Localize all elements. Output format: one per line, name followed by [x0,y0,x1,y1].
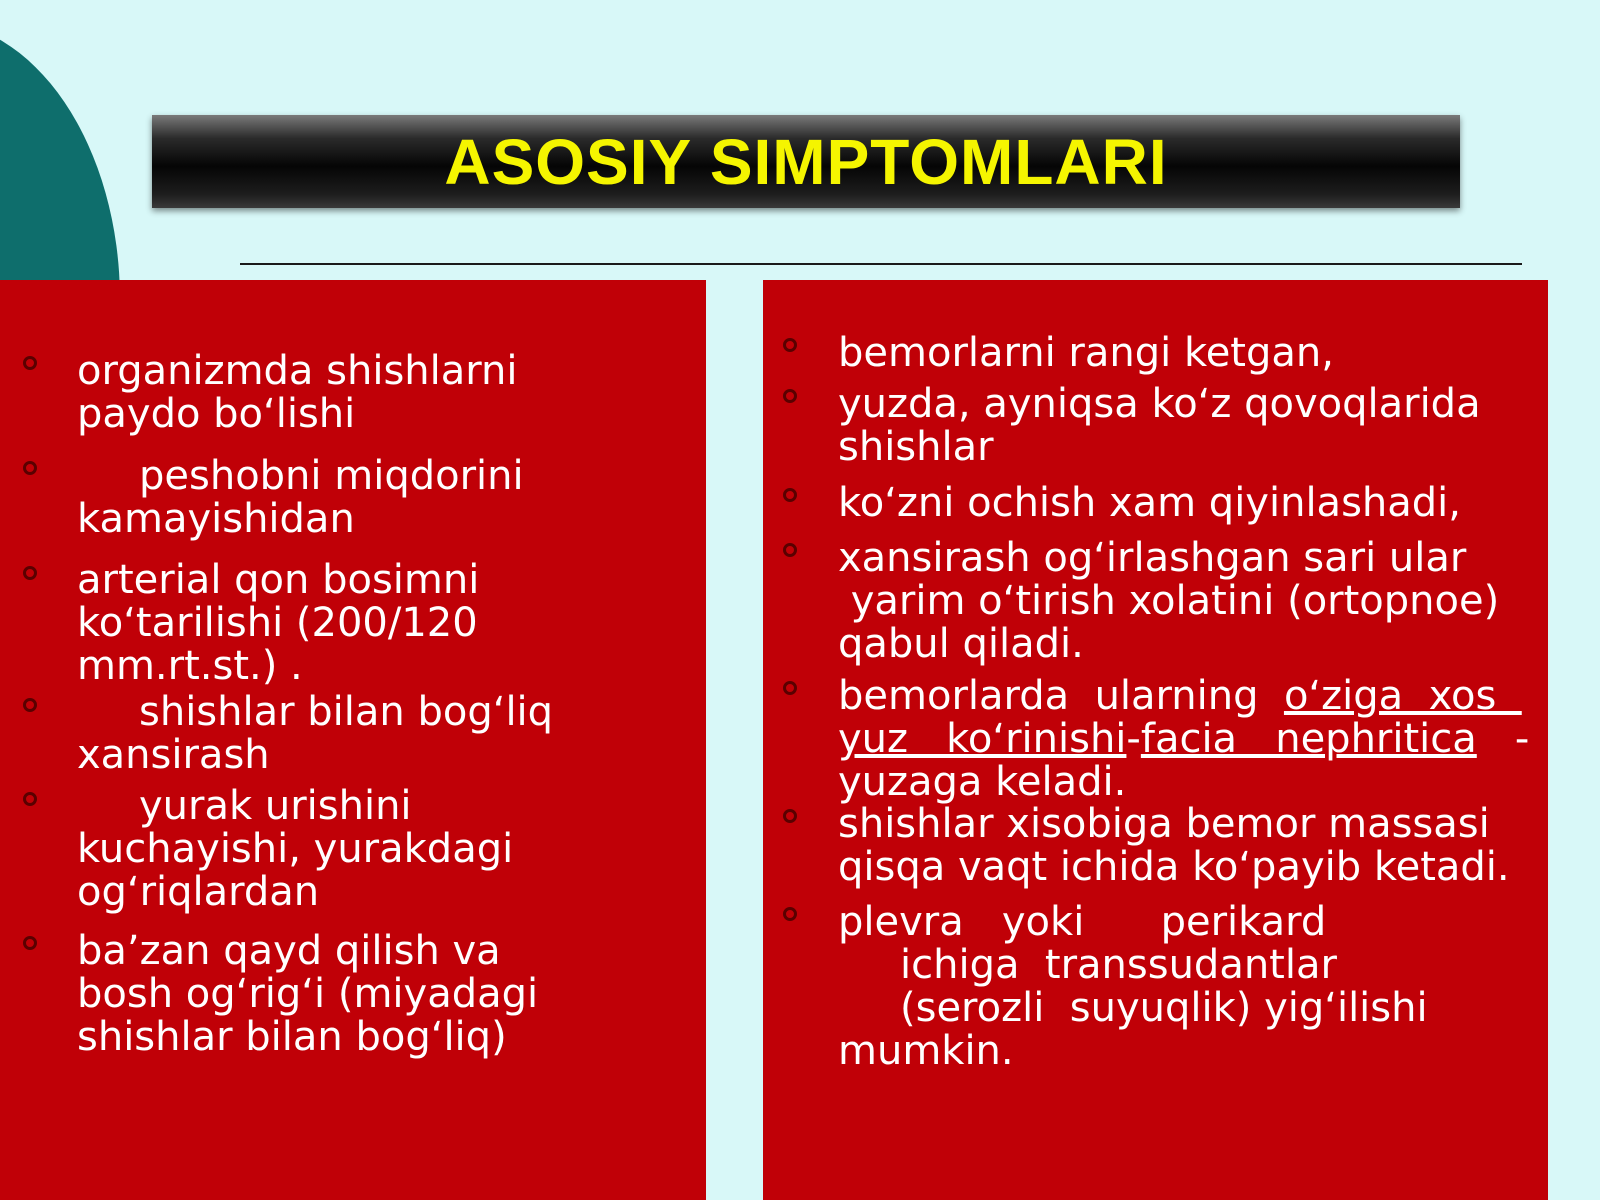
bullet-circle-icon [23,936,37,950]
list-item: bemorlarda ularning o‘ziga xos yuz ko‘rinishi-facia nephritica - yuzaga keladi. [838,673,1530,805]
list-item: ba’zan qayd qilish va bosh og‘rig‘i (miyadagi shishlar bilan bog‘liq) [77,928,539,1060]
list-item: yurak urishini kuchayishi, yurakdagi og‘riqlardan [77,783,514,915]
slide-title: ASOSIY SIMPTOMLARI [444,125,1168,198]
list-item: shishlar xisobiga bemor massasi qisqa vaqt ichida ko‘payib ketadi. [838,801,1510,890]
bullet-circle-icon [783,389,797,403]
bullet-circle-icon [23,566,37,580]
list-item: peshobni miqdorini kamayishidan [77,453,524,542]
list-item: ko‘zni ochish xam qiyinlashadi, [838,480,1461,526]
bullet-circle-icon [783,809,797,823]
bullet-circle-icon [783,338,797,352]
bullet-circle-icon [783,543,797,557]
right-symptom-panel [763,280,1548,1200]
list-item: organizmda shishlarni paydo bo‘lishi [77,348,518,437]
bullet-circle-icon [783,681,797,695]
list-item: shishlar bilan bog‘liq xansirash [77,689,554,778]
title-bar [152,115,1460,208]
bullet-circle-icon [23,698,37,712]
bullet-circle-icon [23,792,37,806]
bullet-circle-icon [783,488,797,502]
list-item: yuzda, ayniqsa ko‘z qovoqlarida shishlar [838,381,1481,470]
title-divider [240,263,1522,265]
list-item: xansirash og‘irlashgan sari ular yarim o‘tirish xolatini (ortopnoe) qabul qiladi. [838,535,1500,667]
left-symptom-panel [0,280,706,1200]
list-item: arterial qon bosimni ko‘tarilishi (200/120 mm.rt.st.) . [77,557,480,689]
list-item: plevra yoki perikard ichiga transsudantlar (serozli suyuqlik) yig‘ilishi mumkin. [838,899,1428,1074]
list-item: bemorlarni rangi ketgan, [838,330,1334,376]
bullet-circle-icon [23,356,37,370]
bullet-circle-icon [783,907,797,921]
bullet-circle-icon [23,461,37,475]
